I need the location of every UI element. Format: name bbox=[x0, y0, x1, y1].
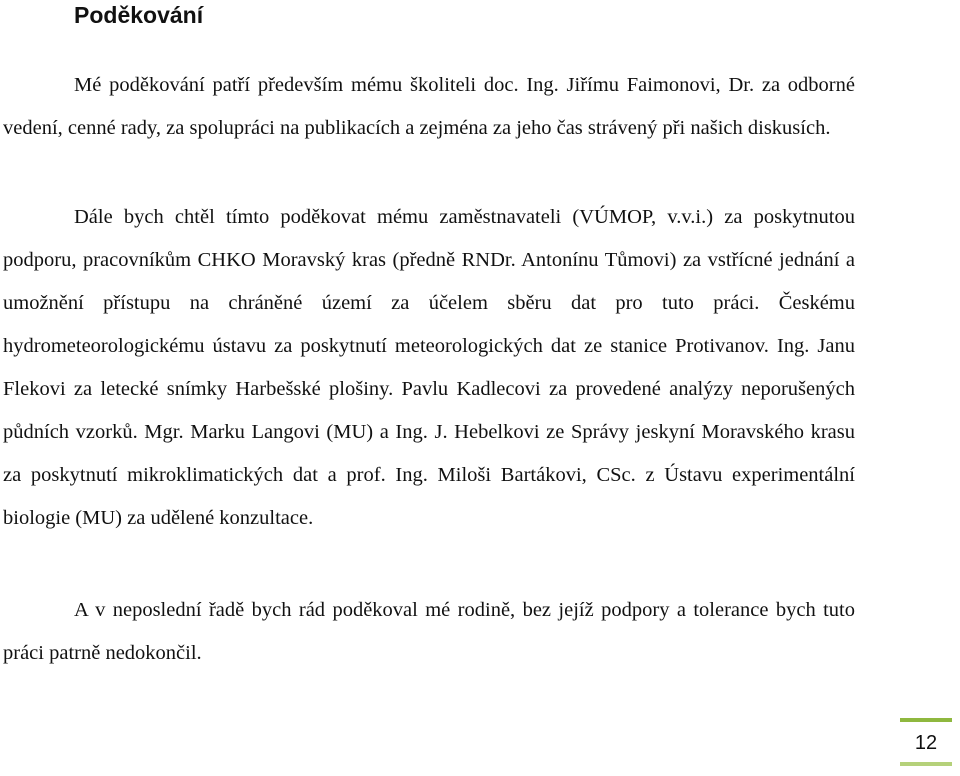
section-heading: Poděkování bbox=[74, 2, 204, 28]
paragraph-supervisor-thanks: Mé poděkování patří především mému školiteli doc. Ing. Jiřímu Faimonovi, Dr. za odborné vedení, cenné rady, za spolupráci na publikacích a zejména za jeho čas strávený při našich diskusích. bbox=[3, 74, 855, 139]
page-number-box bbox=[900, 718, 952, 766]
page-number: 12 bbox=[914, 732, 938, 754]
paragraph-institutions-thanks: Dále bych chtěl tímto poděkovat mému zaměstnavateli (VÚMOP, v.v.i.) za poskytnutou podporu, pracovníkům CHKO Moravský kras (předně RNDr. Antonínu Tůmovi) za vstřícné jednání a umožnění přístupu na chráněné území za účelem sběru dat pro tuto práci. Českému hydrometeorologickému ústavu za poskytnutí meteorologických dat ze stanice Protivanov. Ing. Janu Flekovi za letecké snímky Harbešské plošiny. Pavlu Kadlecovi za provedené analýzy neporušených půdních vzorků. Mgr. Marku Langovi (MU) a Ing. J. Hebelkovi ze Správy jeskyní Moravského krasu za poskytnutí mikroklimatických dat a prof. Ing. Miloši Bartákovi, CSc. z Ústavu experimentální biologie (MU) za udělené konzultace. bbox=[3, 206, 855, 529]
paragraph-family-thanks: A v neposlední řadě bych rád poděkoval mé rodině, bez jejíž podpory a tolerance bych tuto práci patrně nedokončil. bbox=[3, 599, 855, 664]
